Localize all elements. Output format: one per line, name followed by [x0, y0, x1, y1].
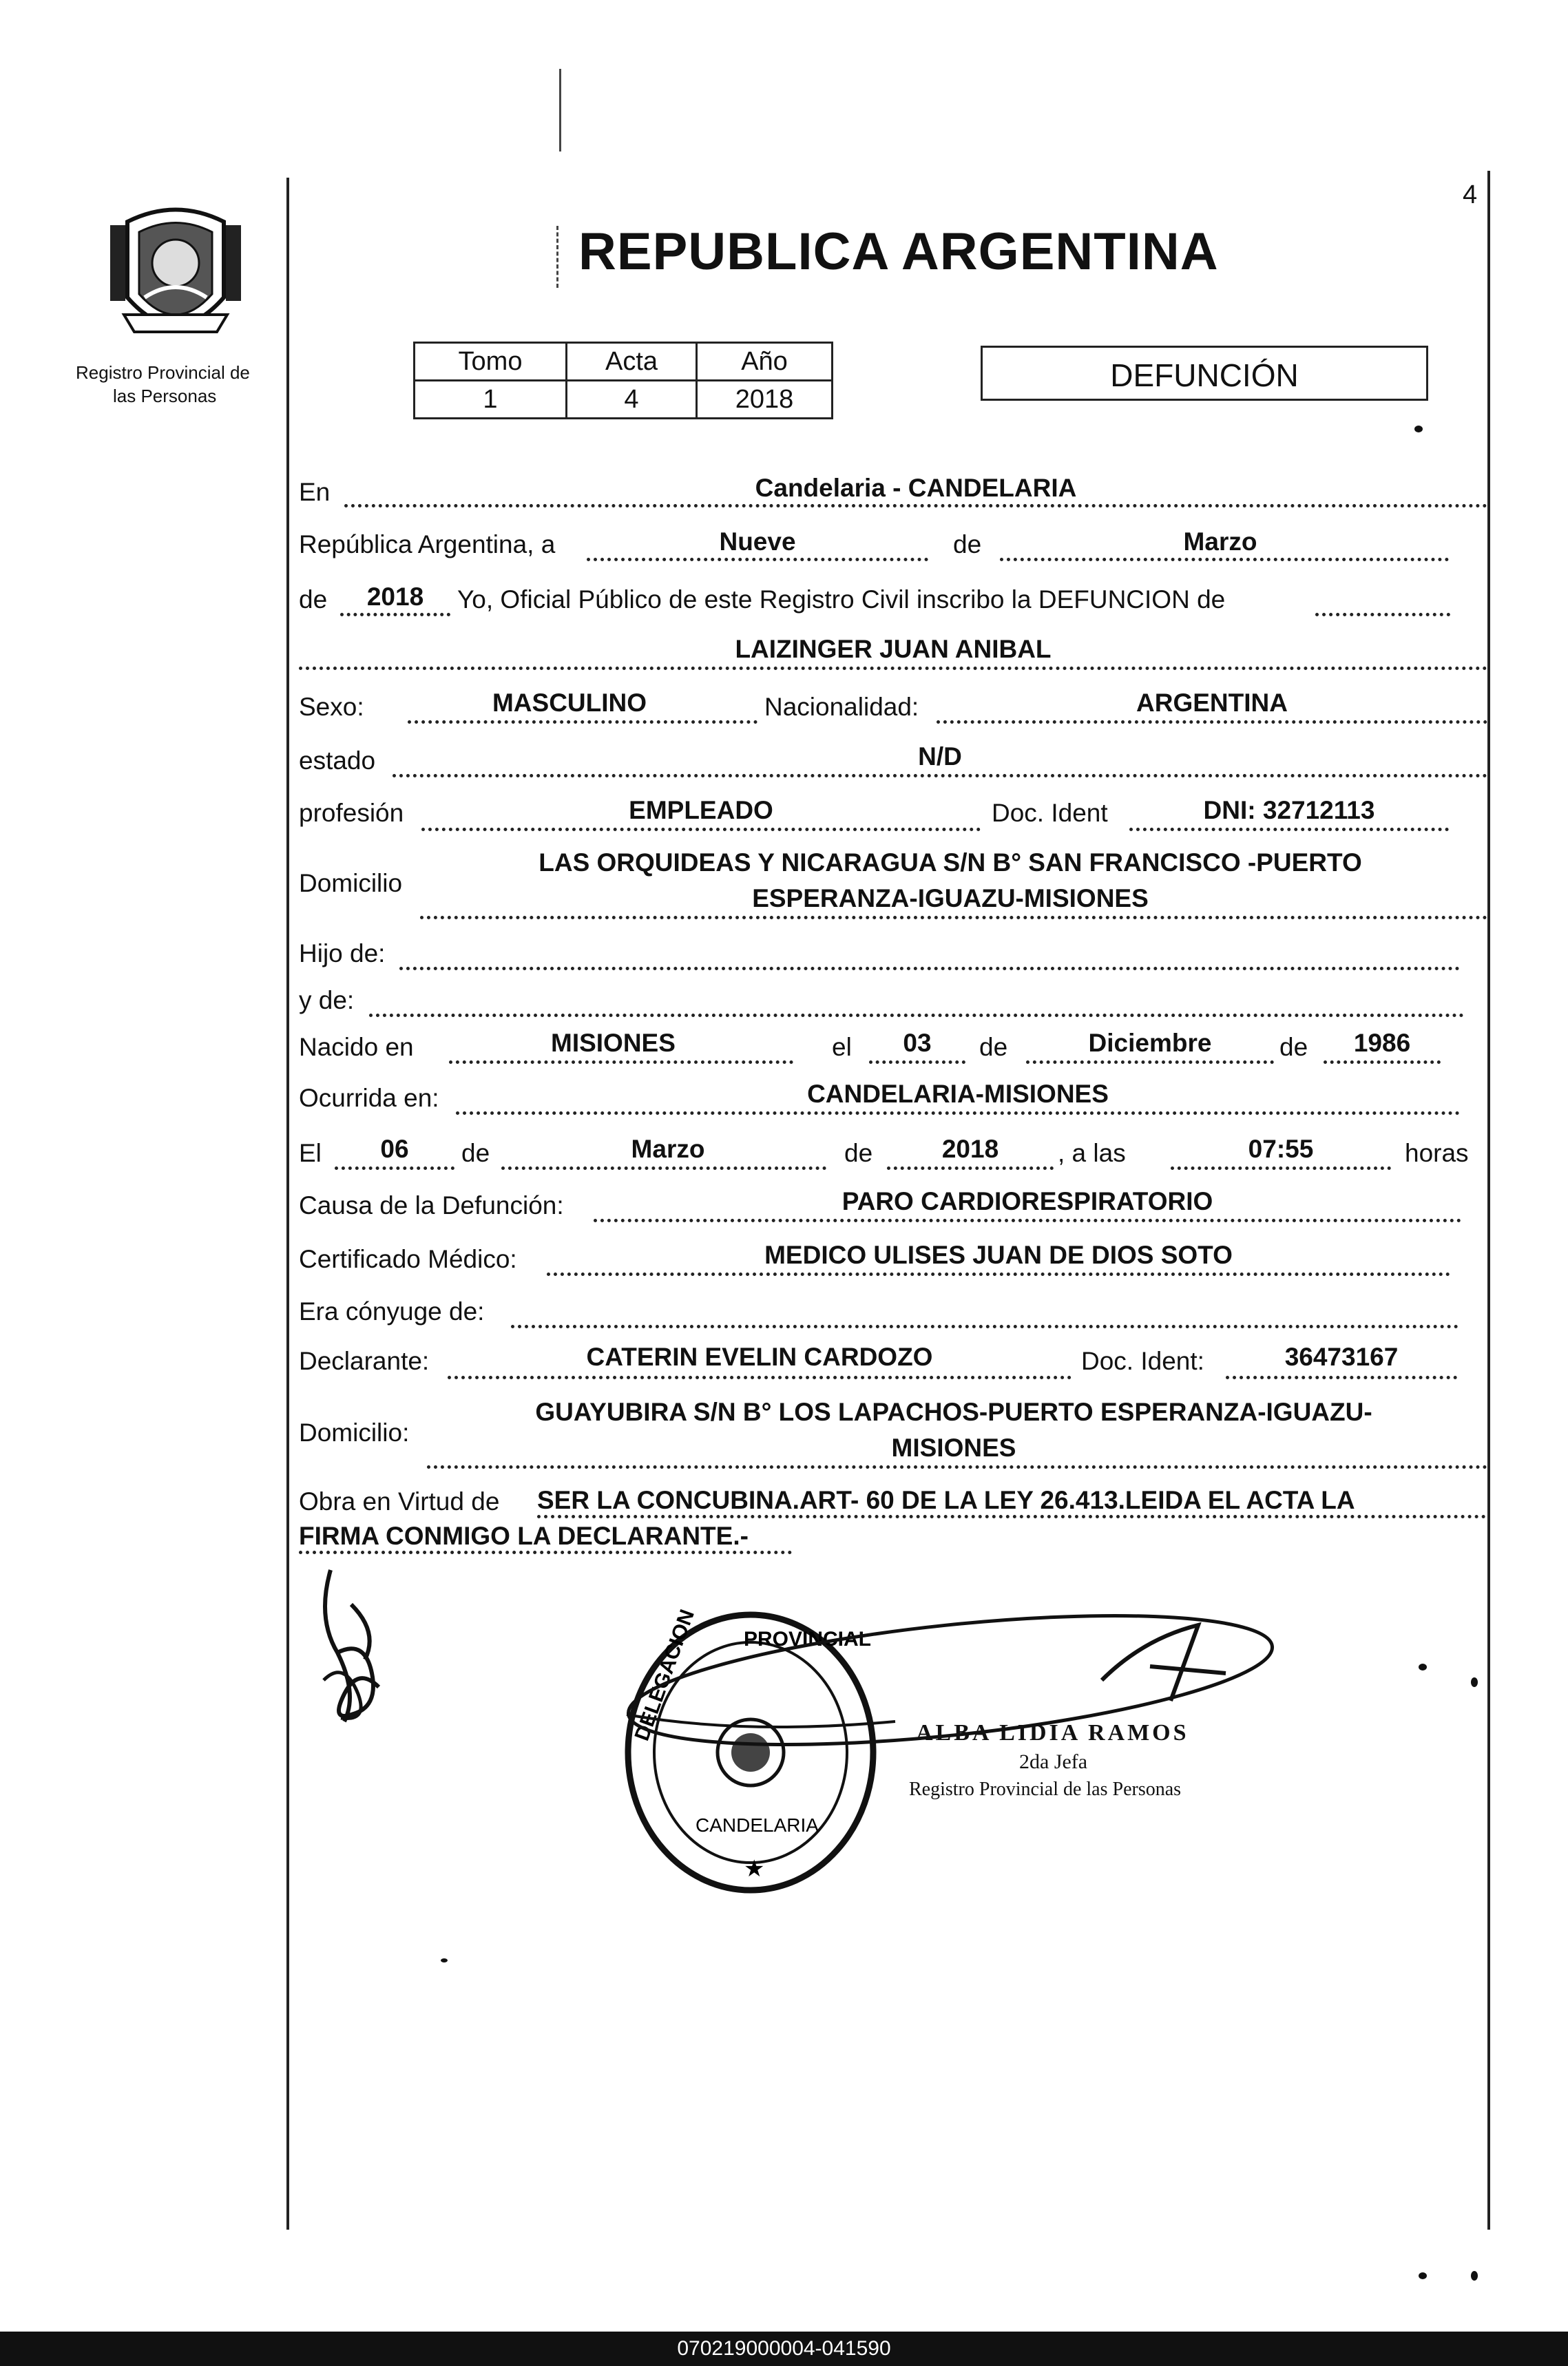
dotted-line — [1315, 613, 1450, 616]
label-nacido-en: Nacido en — [299, 1033, 414, 1061]
record-table — [413, 342, 833, 419]
label-doc-ident-declarante: Doc. Ident: — [1081, 1347, 1204, 1375]
svg-text:PROVINCIAL: PROVINCIAL — [744, 1628, 872, 1651]
scan-speck — [441, 1958, 448, 1962]
record-value-acta: 4 — [567, 381, 697, 419]
label-horas: horas — [1405, 1139, 1469, 1167]
value-mes: Marzo — [1183, 527, 1257, 556]
dotted-line — [594, 1219, 1461, 1222]
label-oficial-text: Yo, Oficial Público de este Registro Civil inscribo la DEFUNCION de — [457, 585, 1226, 614]
record-header-tomo: Tomo — [415, 343, 567, 381]
label-obra: Obra en Virtud de — [299, 1487, 500, 1516]
svg-text:CANDELARIA: CANDELARIA — [696, 1814, 819, 1836]
right-margin-rule — [1487, 171, 1490, 2230]
value-nacionalidad: ARGENTINA — [1136, 689, 1288, 717]
value-estado: N/D — [918, 742, 962, 771]
dotted-line — [1226, 1376, 1457, 1379]
record-header-anio: Año — [697, 343, 833, 381]
dotted-line — [587, 558, 928, 561]
dotted-line — [1324, 1060, 1441, 1064]
value-ocurrida-en: CANDELARIA-MISIONES — [807, 1080, 1109, 1108]
label-de-nac-mes: de — [979, 1033, 1008, 1061]
label-domicilio-declarante: Domicilio: — [299, 1418, 410, 1447]
scan-speck — [1419, 2272, 1427, 2279]
dotted-line — [399, 967, 1460, 970]
declarant-initials-signature — [303, 1556, 406, 1735]
document-title: REPUBLICA ARGENTINA — [578, 222, 1219, 281]
label-hijo-de: Hijo de: — [299, 939, 386, 967]
value-anio: 2018 — [366, 583, 424, 611]
label-de-def-mes: de — [461, 1139, 490, 1167]
dotted-line — [547, 1273, 1450, 1276]
document-barcode-code: 070219000004-041590 — [0, 2332, 1568, 2366]
value-nombre: LAIZINGER JUAN ANIBAL — [735, 635, 1052, 663]
value-profesion: EMPLEADO — [629, 796, 773, 824]
label-causa: Causa de la Defunción: — [299, 1191, 564, 1219]
label-sexo: Sexo: — [299, 693, 364, 721]
fold-mark-top — [559, 69, 561, 151]
dotted-line — [335, 1166, 454, 1170]
value-causa: PARO CARDIORESPIRATORIO — [842, 1187, 1213, 1215]
label-profesion: profesión — [299, 799, 404, 827]
dotted-line — [299, 667, 1487, 670]
dotted-line — [340, 613, 450, 616]
value-dia: Nueve — [719, 527, 796, 556]
label-de-def-anio: de — [844, 1139, 873, 1167]
value-nacido-en: MISIONES — [551, 1029, 676, 1057]
label-estado: estado — [299, 746, 376, 775]
signatory-organization: Registro Provincial de las Personas — [909, 1779, 1182, 1800]
label-certificado: Certificado Médico: — [299, 1245, 517, 1273]
scan-speck — [1419, 1664, 1427, 1671]
dotted-line — [1026, 1060, 1274, 1064]
dotted-line — [299, 1551, 792, 1554]
label-y-de: y de: — [299, 986, 355, 1014]
dotted-line — [369, 1014, 1464, 1017]
value-sexo: MASCULINO — [492, 689, 647, 717]
signatory-role: 2da Jefa — [1019, 1750, 1088, 1773]
label-de-year: de — [299, 585, 328, 614]
value-doc: DNI: 32712113 — [1203, 796, 1375, 824]
svg-text:DELEGACION: DELEGACION — [630, 1606, 699, 1744]
label-de: de — [953, 530, 982, 558]
fold-mark-title — [556, 226, 561, 288]
label-doc-ident: Doc. Ident — [992, 799, 1108, 827]
value-def-anio: 2018 — [941, 1135, 999, 1163]
dotted-line — [501, 1166, 826, 1170]
label-ocurrida-en: Ocurrida en: — [299, 1084, 439, 1112]
dotted-line — [344, 504, 1487, 507]
record-header-acta: Acta — [567, 343, 697, 381]
dotted-line — [1171, 1166, 1391, 1170]
dotted-line — [449, 1060, 793, 1064]
label-de-nac-anio: de — [1279, 1033, 1308, 1061]
label-declarante: Declarante: — [299, 1347, 430, 1375]
dotted-line — [420, 916, 1487, 919]
registry-name-line2: las Personas — [113, 386, 217, 406]
value-declarante-domicilio-line1: GUAYUBIRA S/N B° LOS LAPACHOS-PUERTO ESPERANZA-IGUAZU- — [535, 1398, 1372, 1426]
left-margin-rule — [286, 178, 289, 2230]
registry-name-line1: Registro Provincial de — [76, 362, 250, 383]
value-declarante-doc: 36473167 — [1284, 1343, 1399, 1371]
dotted-line — [937, 720, 1487, 724]
dotted-line — [511, 1325, 1459, 1328]
dotted-line — [393, 774, 1487, 777]
record-type-box: DEFUNCIÓN — [981, 346, 1428, 401]
label-nacionalidad: Nacionalidad: — [764, 693, 919, 721]
value-declarante-domicilio-line2: MISIONES — [891, 1434, 1016, 1462]
dotted-line — [869, 1060, 965, 1064]
value-def-dia: 06 — [380, 1135, 409, 1163]
value-def-mes: Marzo — [631, 1135, 705, 1163]
value-obra-line2: FIRMA CONMIGO LA DECLARANTE.- — [299, 1522, 749, 1550]
svg-text:★: ★ — [744, 1856, 765, 1882]
dotted-line — [427, 1465, 1487, 1469]
label-republica-a: República Argentina, a — [299, 530, 556, 558]
label-el: el — [832, 1033, 852, 1061]
dotted-line — [537, 1515, 1486, 1518]
label-conyuge: Era cónyuge de: — [299, 1297, 485, 1326]
record-value-tomo: 1 — [415, 381, 567, 419]
page-number: 4 — [1463, 180, 1478, 209]
scan-speck — [1414, 426, 1423, 432]
value-certificado: MEDICO ULISES JUAN DE DIOS SOTO — [764, 1241, 1233, 1269]
dotted-line — [408, 720, 757, 724]
dotted-line — [456, 1111, 1460, 1115]
value-declarante: CATERIN EVELIN CARDOZO — [586, 1343, 933, 1371]
dotted-line — [1000, 558, 1449, 561]
label-domicilio: Domicilio — [299, 869, 403, 897]
label-a-las: , a las — [1058, 1139, 1126, 1167]
value-domicilio-line1: LAS ORQUIDEAS Y NICARAGUA S/N B° SAN FRANCISCO -PUERTO — [539, 848, 1362, 877]
dotted-line — [448, 1376, 1072, 1379]
province-coat-of-arms-logo — [96, 194, 255, 353]
value-domicilio-line2: ESPERANZA-IGUAZU-MISIONES — [752, 884, 1149, 912]
value-nac-dia: 03 — [903, 1029, 932, 1057]
label-en: En — [299, 478, 331, 506]
scan-speck — [1471, 2271, 1478, 2281]
value-nac-mes: Diciembre — [1088, 1029, 1212, 1057]
record-value-anio: 2018 — [697, 381, 833, 419]
value-obra-line1: SER LA CONCUBINA.ART- 60 DE LA LEY 26.413.LEIDA EL ACTA LA — [537, 1486, 1355, 1514]
scan-speck — [1471, 1677, 1478, 1687]
value-lugar: Candelaria - CANDELARIA — [755, 474, 1077, 502]
dotted-line — [1129, 828, 1449, 831]
signatory-name: ALBA LIDIA RAMOS — [916, 1720, 1189, 1746]
dotted-line — [421, 828, 981, 831]
value-nac-anio: 1986 — [1353, 1029, 1411, 1057]
label-el-cap: El — [299, 1139, 322, 1167]
dotted-line — [887, 1166, 1054, 1170]
value-def-hora: 07:55 — [1248, 1135, 1314, 1163]
